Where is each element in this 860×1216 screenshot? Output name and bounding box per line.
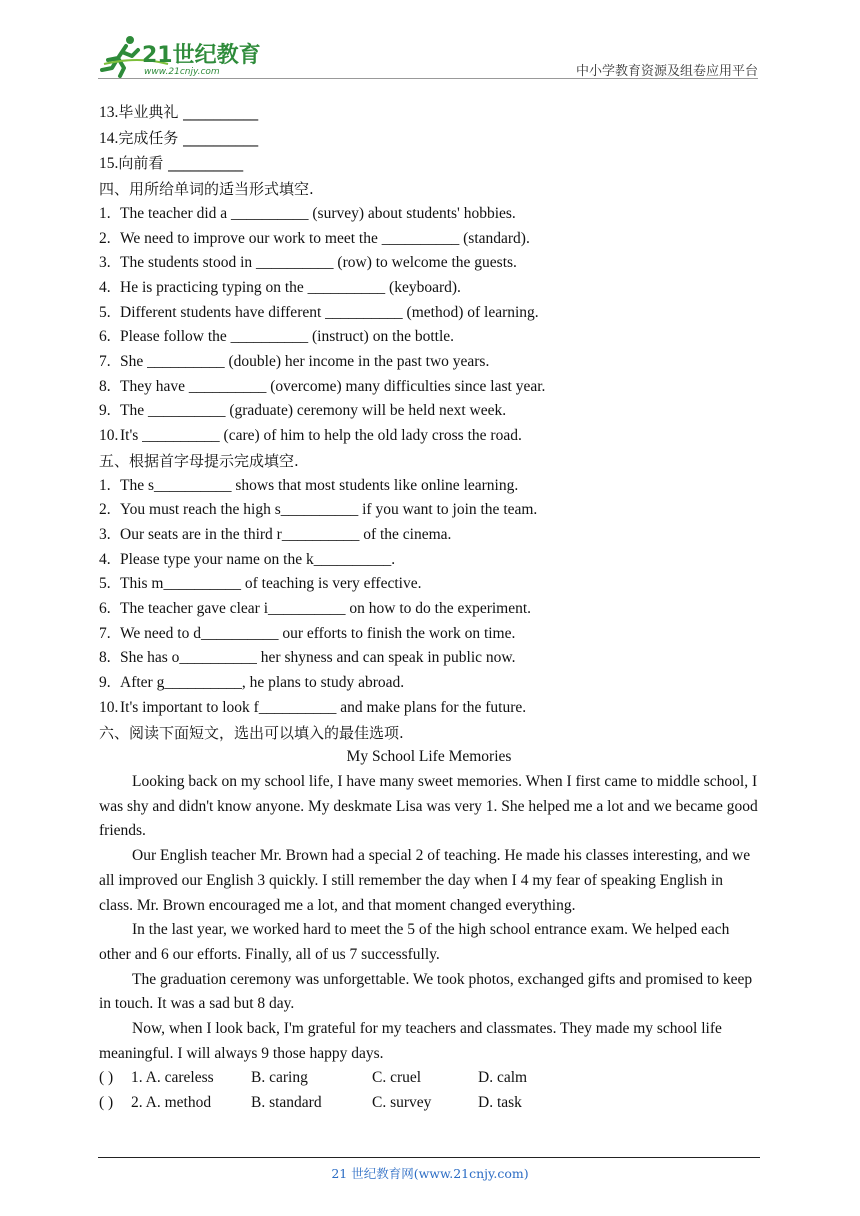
section-heading: 五、根据首字母提示完成填空. bbox=[99, 451, 299, 470]
option-b: B. standard bbox=[251, 1094, 322, 1112]
list-item: 6. Please follow the __________ (instruct) on the bottle. bbox=[99, 328, 455, 346]
page-header bbox=[98, 34, 758, 80]
list-item: 14.完成任务 __________ bbox=[99, 128, 259, 147]
answer-blank[interactable]: ( ) bbox=[99, 1069, 114, 1087]
list-item: 7. We need to d__________ our efforts to finish the work on time. bbox=[99, 624, 516, 642]
list-item: 6. The teacher gave clear i__________ on how to do the experiment. bbox=[99, 600, 532, 618]
list-item: 3. Our seats are in the third r__________ of the cinema. bbox=[99, 525, 452, 543]
list-item: 8. She has o__________ her shyness and can speak in public now. bbox=[99, 649, 516, 667]
list-item: 13.毕业典礼 __________ bbox=[99, 103, 259, 121]
choice-row bbox=[99, 1066, 759, 1091]
worksheet-content bbox=[99, 100, 759, 1116]
logo-url-text: www.21cnjy.com bbox=[144, 67, 220, 77]
list-item: 9. After g__________, he plans to study abroad. bbox=[99, 674, 405, 692]
list-item: 15.向前看 __________ bbox=[99, 154, 244, 173]
list-item: 5. Different students have different __________ (method) of learning. bbox=[99, 303, 539, 321]
option-d: D. calm bbox=[478, 1069, 528, 1087]
option-d: D. task bbox=[478, 1094, 522, 1112]
passage-paragraph: In the last year, we worked hard to meet the 5 of the high school entrance exam. We helped each other and 6 our efforts. Finally, all of us 7 successfully. bbox=[99, 921, 730, 963]
passage-title: My School Life Memories bbox=[346, 748, 512, 766]
footer-text: 21 世纪教育网(www.21cnjy.com) bbox=[331, 1166, 529, 1181]
option-c: C. survey bbox=[372, 1094, 432, 1112]
section-heading: 四、用所给单词的适当形式填空. bbox=[99, 180, 314, 199]
passage-paragraph: Now, when I look back, I'm grateful for my teachers and classmates. They made my school life meaningful. I will always 9 those happy days. bbox=[99, 1020, 722, 1062]
option-a: 2. A. method bbox=[131, 1094, 212, 1112]
footer-divider bbox=[98, 1157, 760, 1158]
answer-blank[interactable]: ( ) bbox=[99, 1094, 114, 1112]
option-a: 1. A. careless bbox=[131, 1069, 214, 1087]
list-item: 4. Please type your name on the k__________. bbox=[99, 550, 396, 568]
platform-name: 中小学教育资源及组卷应用平台 bbox=[575, 64, 758, 79]
option-b: B. caring bbox=[251, 1069, 308, 1087]
section-heading: 六、阅读下面短文，选出可以填入的最佳选项. bbox=[99, 723, 404, 742]
list-item: 4. He is practicing typing on the __________ (keyboard). bbox=[99, 278, 461, 296]
option-c: C. cruel bbox=[372, 1069, 422, 1087]
list-item: 3. The students stood in __________ (row) to welcome the guests. bbox=[99, 254, 517, 272]
list-item: 7. She __________ (double) her income in the past two years. bbox=[99, 353, 490, 371]
list-item: 10. It's __________ (care) of him to help the old lady cross the road. bbox=[99, 427, 522, 445]
list-item: 10. It's important to look f__________ and make plans for the future. bbox=[99, 698, 527, 716]
list-item: 5. This m__________ of teaching is very effective. bbox=[99, 575, 422, 593]
passage-paragraph: Our English teacher Mr. Brown had a special 2 of teaching. He made his classes interesting, and we all improved our English 3 quickly. I still remember the day when I 4 my fear of speaking English in class. Mr. Brown encouraged me a lot, and that moment changed everything. bbox=[99, 847, 751, 914]
logo-text: 21世纪教育 bbox=[142, 43, 261, 68]
list-item: 8. They have __________ (overcome) many difficulties since last year. bbox=[99, 377, 546, 395]
list-item: 2. We need to improve our work to meet the __________ (standard). bbox=[99, 229, 530, 247]
passage-paragraph: The graduation ceremony was unforgettable. We took photos, exchanged gifts and promised to keep in touch. It was a sad but 8 day. bbox=[99, 970, 753, 1013]
choice-row bbox=[99, 1091, 759, 1116]
list-item: 9. The __________ (graduate) ceremony will be held next week. bbox=[99, 402, 507, 420]
header-divider bbox=[98, 78, 758, 79]
list-item: 1. The teacher did a __________ (survey) about students' hobbies. bbox=[99, 204, 516, 222]
list-item: 2. You must reach the high s__________ if you want to join the team. bbox=[99, 501, 538, 519]
passage-paragraph: Looking back on my school life, I have many sweet memories. When I first came to middle school, I was shy and didn't know anyone. My deskmate Lisa was very 1. She helped me a lot and we became good friends. bbox=[99, 772, 758, 840]
site-logo bbox=[98, 34, 268, 78]
list-item: 1. The s__________ shows that most students like online learning. bbox=[99, 476, 519, 494]
